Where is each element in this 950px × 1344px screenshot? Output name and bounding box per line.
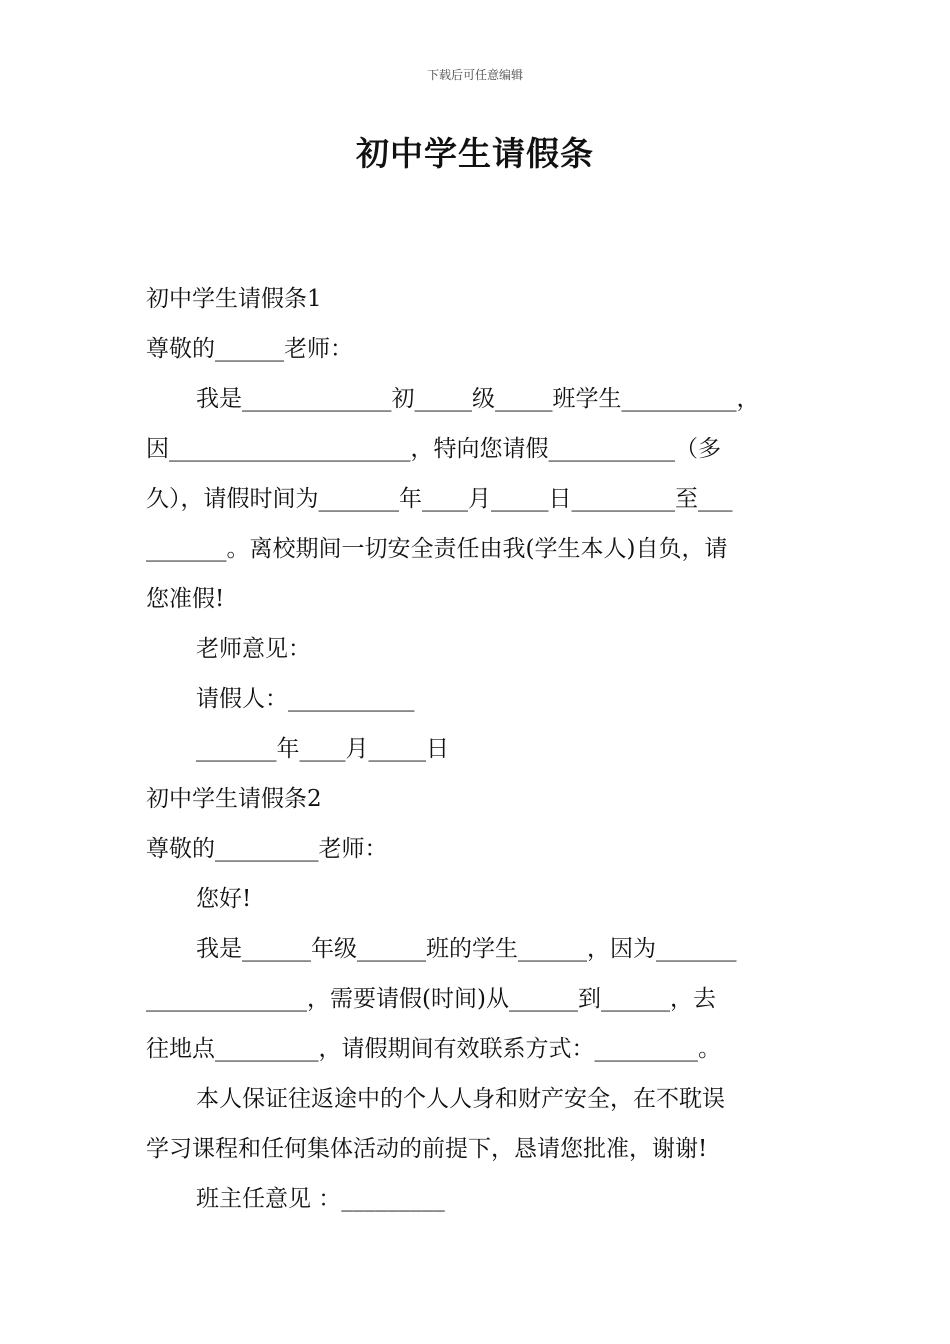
section1-body-line-5: 您准假!: [146, 586, 225, 612]
section1-body-line-1: 我是_____________初_____级_____班学生__________，: [196, 386, 760, 412]
section2-pledge-line-1: 本人保证往返途中的个人人身和财产安全，在不耽误: [196, 1086, 725, 1112]
section2-body-line-1: 我是______年级______班的学生______，因为_______: [196, 936, 737, 962]
section2-salutation: 尊敬的_________老师：: [146, 836, 388, 862]
section2-pledge-line-2: 学习课程和任何集体活动的前提下，恳请您批准，谢谢!: [146, 1136, 708, 1162]
header-note: 下载后可任意编辑: [426, 68, 523, 82]
section2-greeting: 您好!: [196, 886, 252, 912]
section1-date: _______年____月_____日: [196, 736, 449, 762]
section2-head-teacher-opinion: 班主任意见 ：_________: [196, 1186, 445, 1212]
section2-heading: 初中学生请假条2: [146, 786, 322, 812]
section1-heading: 初中学生请假条1: [146, 286, 322, 312]
section2-body-line-2: ______________，需要请假(时间)从______到______，去: [146, 986, 716, 1012]
section1-body-line-2: 因_____________________，特向您请假___________（多: [146, 436, 721, 462]
document-title: 初中学生请假条: [356, 134, 594, 173]
section1-salutation: 尊敬的______老师：: [146, 336, 353, 362]
section2-body-line-3: 往地点_________，请假期间有效联系方式：_________。: [146, 1036, 721, 1062]
section1-body-line-3: 久），请假时间为_______年____月_____日_________至___: [146, 486, 733, 512]
section1-applicant: 请假人：___________: [196, 686, 415, 712]
section1-teacher-opinion: 老师意见：: [196, 636, 311, 662]
section1-body-line-4: _______。离校期间一切安全责任由我(学生本人)自负，请: [146, 536, 728, 562]
